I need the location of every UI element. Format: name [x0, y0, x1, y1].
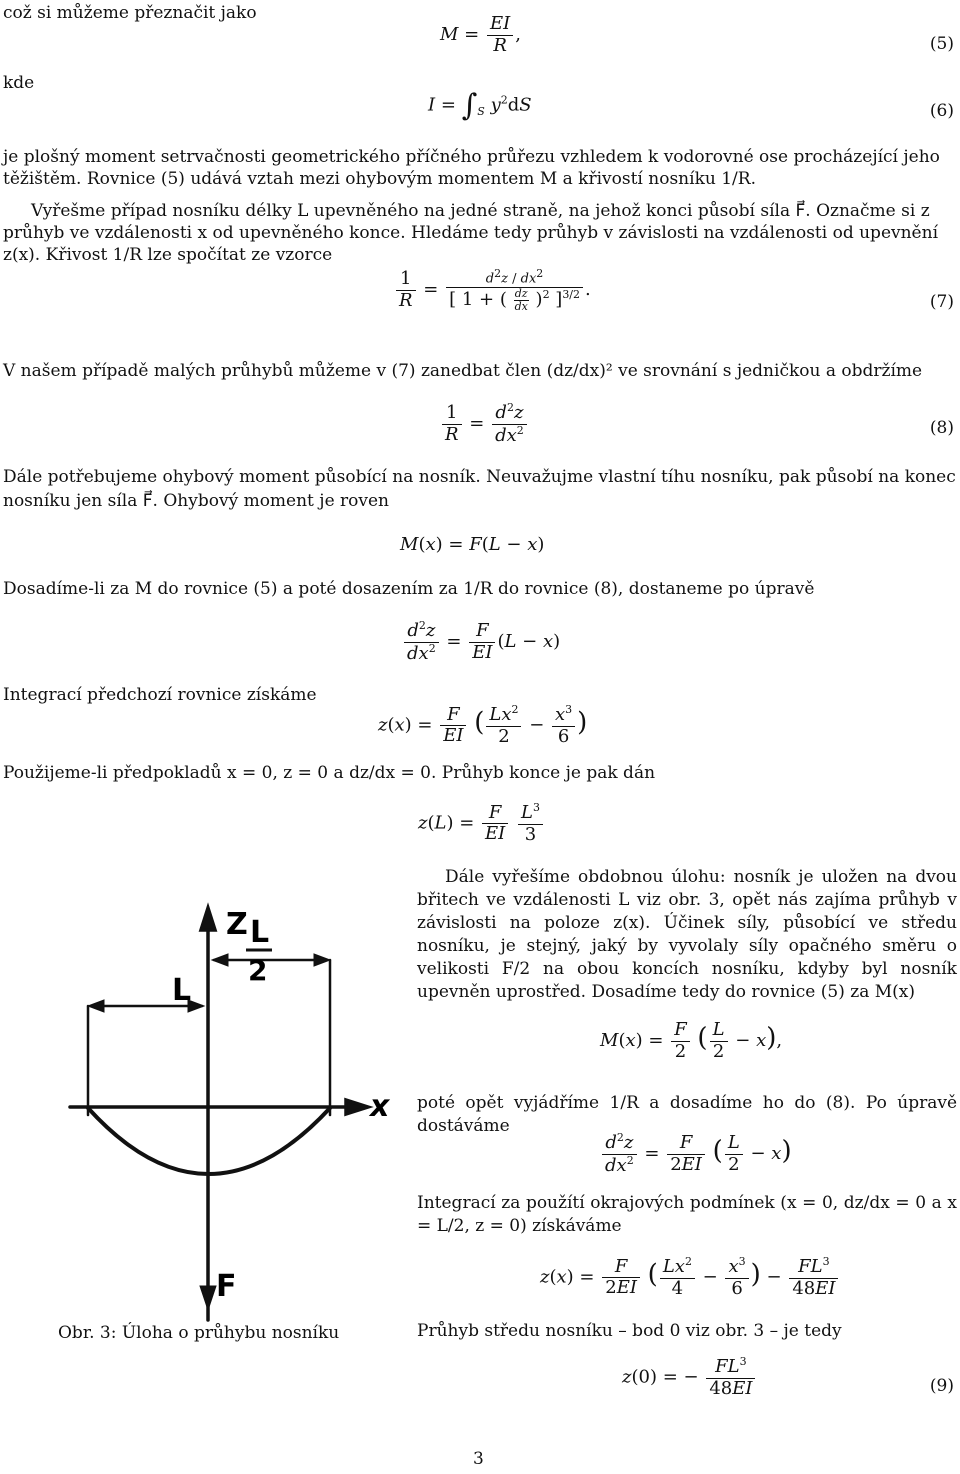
x-label: x [370, 1089, 390, 1124]
paragraph: V našem případě malých průhybů můžeme v (7) zanedbat člen (dz/dx)² ve srovnání s jedničkou a obdržíme [3, 361, 923, 381]
equation-Mx: M(x) = $\frac{F}{2}$ ( $\frac{L}{2}$ − x), [600, 1019, 783, 1062]
paragraph: Dále vyřešíme obdobnou úlohu: nosník je uložen na dvou břitech ve vzdálenosti L viz obr. 3, opět nás zajíma průhyb v závislosti na poloze z(x). Účinek síly, působící ve středu nosníku, je stejný, jaký by vyvolaly síly opačného směru o velikosti F/2 na obou koncích nosníku, kdyby byl nosník upevněn uprostřed. Dosadíme tedy do rovnice (5) za M(x) [417, 867, 957, 1002]
paragraph: Integrací za použítí okrajových podmínek (x = 0, dz/dx = 0 a x = L/2, z = 0) získáváme [417, 1193, 957, 1236]
paragraph: poté opět vyjádříme 1/R a dosadíme ho do (8). Po úpravě dostáváme [417, 1093, 957, 1136]
eq-number: (7) [929, 292, 954, 312]
beam-figure [40, 900, 410, 1340]
equation-zx-2: z(x) = $\frac{F}{2EI}$ ( $\frac{Lx^2}{4}$ − $\frac{x^3}{6}$ ) − $\frac{FL^3}{48EI}$ [540, 1256, 840, 1299]
page-number: 3 [473, 1449, 484, 1469]
z-label: Z [226, 907, 248, 942]
equation-zx: z(x) = $\frac{F}{EI}$ ( $\frac{Lx^2}{2}$ − $\frac{x^3}{6}$ ) [378, 703, 588, 747]
text-line: Použijeme-li předpokladů x = 0, z = 0 a dz/dx = 0. Průhyb konce je pak dán [3, 763, 656, 783]
paragraph: Vyřešme případ nosníku délky L upevněného na jedné straně, na jehož konci působí síla F⃗. Označme si z [31, 201, 930, 221]
text-line: Průhyb středu nosníku – bod 0 viz obr. 3 – je tedy [417, 1321, 842, 1341]
figure-caption: Obr. 3: Úloha o průhybu nosníku [58, 1323, 340, 1343]
eq-number: (6) [929, 101, 954, 121]
paragraph: z(x). Křivost 1/R lze spočítat ze vzorce [3, 245, 333, 265]
paragraph: je plošný moment setrvačnosti geometrického příčného průřezu vzhledem k vodorovné ose procházející jeho [3, 147, 940, 167]
text-line: což si můžeme přeznačit jako [3, 3, 257, 23]
equation-6: $I = \int_S$ $y^2dS$ [428, 88, 532, 123]
paragraph: Dále potřebujeme ohybový moment působící na nosník. Neuvažujme vlastní tíhu nosníku, pak působí na konec [3, 467, 956, 487]
equation-5: M = $\frac{EI}{R}$ , [440, 13, 521, 56]
text-line: Integrací předchozí rovnice získáme [3, 685, 317, 705]
equation-d2z-2: $\frac{d^2z}{dx^2}$ = $\frac{F}{2EI}$ ( $\frac{L}{2}$ − x) [600, 1132, 792, 1176]
paragraph: těžištěm. Rovnice (5) udává vztah mezi ohybovým momentem M a křivostí nosníku 1/R. [3, 169, 756, 189]
equation-7: $\frac{1}{R}$ = $d^2z / dx^2$ [ 1 + ( $\frac{dz}{dx}$ )$^2$ ]$^{3/2}$ . [394, 268, 591, 312]
F-label: F [216, 1269, 237, 1304]
L2-den: 2 [248, 954, 268, 987]
equation-8: $\frac{1}{R}$ = $\frac{d^2z}{dx^2}$ [440, 402, 529, 446]
equation-zL: z(L) = $\frac{F}{EI}$ $\frac{L^3}{3}$ [418, 802, 545, 845]
L2-num: L [250, 915, 270, 950]
eq-number: (8) [929, 418, 954, 438]
paragraph: Dosadíme-li za M do rovnice (5) a poté dosazením za 1/R do rovnice (8), dostaneme po úpravě [3, 579, 815, 599]
eq-number: (9) [929, 1376, 954, 1396]
paragraph: průhyb ve vzdálenosti x od upevněného konce. Hledáme tedy průhyb v závislosti na vzdálenosti od upevnění [3, 223, 938, 243]
equation-d2z: $\frac{d^2z}{dx^2}$ = $\frac{F}{EI}$ (L − x) [402, 620, 560, 664]
eq-number: (5) [929, 34, 954, 54]
equation-9: z(0) = − $\frac{FL^3}{48EI}$ [622, 1356, 757, 1399]
paragraph: nosníku jen síla F⃗. Ohybový moment je roven [3, 491, 390, 511]
L-label: L [172, 973, 192, 1008]
text-line: kde [3, 73, 35, 93]
equation-moment: M(x) = F(L − x) [400, 534, 545, 555]
